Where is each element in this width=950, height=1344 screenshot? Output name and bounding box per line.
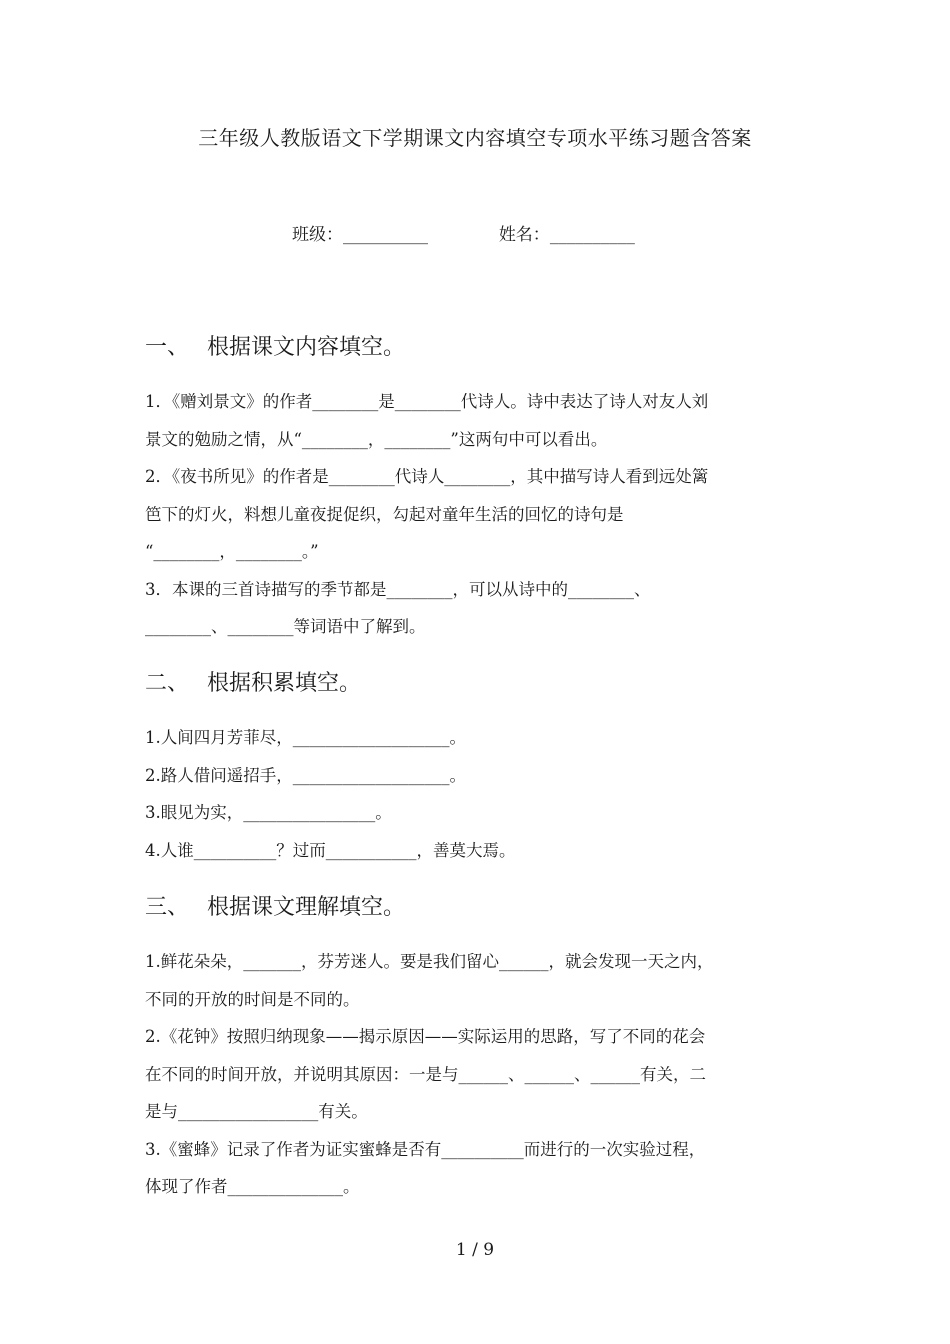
question-line: ________、________等词语中了解到。 bbox=[145, 617, 426, 636]
question-line: 2.路人借问遥招手，___________________。 bbox=[145, 765, 466, 785]
section-heading bbox=[145, 666, 825, 697]
section-heading-text: 根据积累填空。 bbox=[207, 671, 362, 696]
section-1 bbox=[145, 330, 825, 646]
question-line: 1．《赠刘景文》的作者________是________代诗人。诗中表达了诗人对友人刘 bbox=[145, 392, 709, 411]
class-blank[interactable]: __________ bbox=[343, 225, 428, 245]
question-line: 2.《花钟》按照归纳现象——揭示原因——实际运用的思路，写了不同的花会 bbox=[145, 1027, 706, 1046]
name-label: 姓名： bbox=[498, 225, 550, 245]
document-title: 三年级人教版语文下学期课文内容填空专项水平练习题含答案 bbox=[198, 126, 752, 150]
question-line: 景文的勉励之情，从“________，________”这两句中可以看出。 bbox=[145, 429, 608, 449]
question-line: 体现了作者______________。 bbox=[145, 1177, 360, 1196]
section-heading bbox=[145, 890, 825, 921]
section-2 bbox=[145, 666, 825, 869]
question-line: 3.眼见为实，________________。 bbox=[145, 803, 392, 822]
question-line: 笆下的灯火，料想儿童夜捉促织，勾起对童年生活的回忆的诗句是 bbox=[145, 504, 624, 524]
student-info-fields bbox=[292, 220, 635, 245]
section-number: 一、 bbox=[145, 335, 190, 360]
class-label: 班级： bbox=[292, 225, 343, 245]
question-line: 4.人谁__________？过而___________，善莫大焉。 bbox=[145, 840, 516, 860]
question-line: 1.鲜花朵朵，_______，芬芳迷人。要是我们留心______，就会发现一天之内， bbox=[145, 952, 714, 971]
section-number: 三、 bbox=[145, 895, 190, 920]
question-line: 不同的开放的时间是不同的。 bbox=[145, 989, 360, 1009]
question-line: 3．本课的三首诗描写的季节都是________，可以从诗中的________、 bbox=[145, 579, 651, 599]
section-3 bbox=[145, 890, 825, 1206]
page-number: 1 / 9 bbox=[455, 1240, 495, 1260]
question-line: 是与_________________有关。 bbox=[145, 1102, 368, 1121]
question-line: 3.《蜜蜂》记录了作者为证实蜜蜂是否有__________而进行的一次实验过程， bbox=[145, 1139, 706, 1159]
section-heading-text: 根据课文理解填空。 bbox=[207, 895, 406, 920]
question-line: 1.人间四月芳菲尽，___________________。 bbox=[145, 728, 466, 747]
section-heading-text: 根据课文内容填空。 bbox=[207, 335, 406, 360]
section-heading bbox=[145, 330, 825, 361]
name-blank[interactable]: __________ bbox=[549, 225, 635, 245]
question-line: 在不同的时间开放，并说明其原因：一是与______、______、______有关，二 bbox=[145, 1064, 706, 1084]
question-line: 2．《夜书所见》的作者是________代诗人________，其中描写诗人看到远处篱 bbox=[145, 467, 709, 486]
section-number: 二、 bbox=[145, 671, 190, 696]
question-line: “________，________。” bbox=[145, 542, 319, 561]
